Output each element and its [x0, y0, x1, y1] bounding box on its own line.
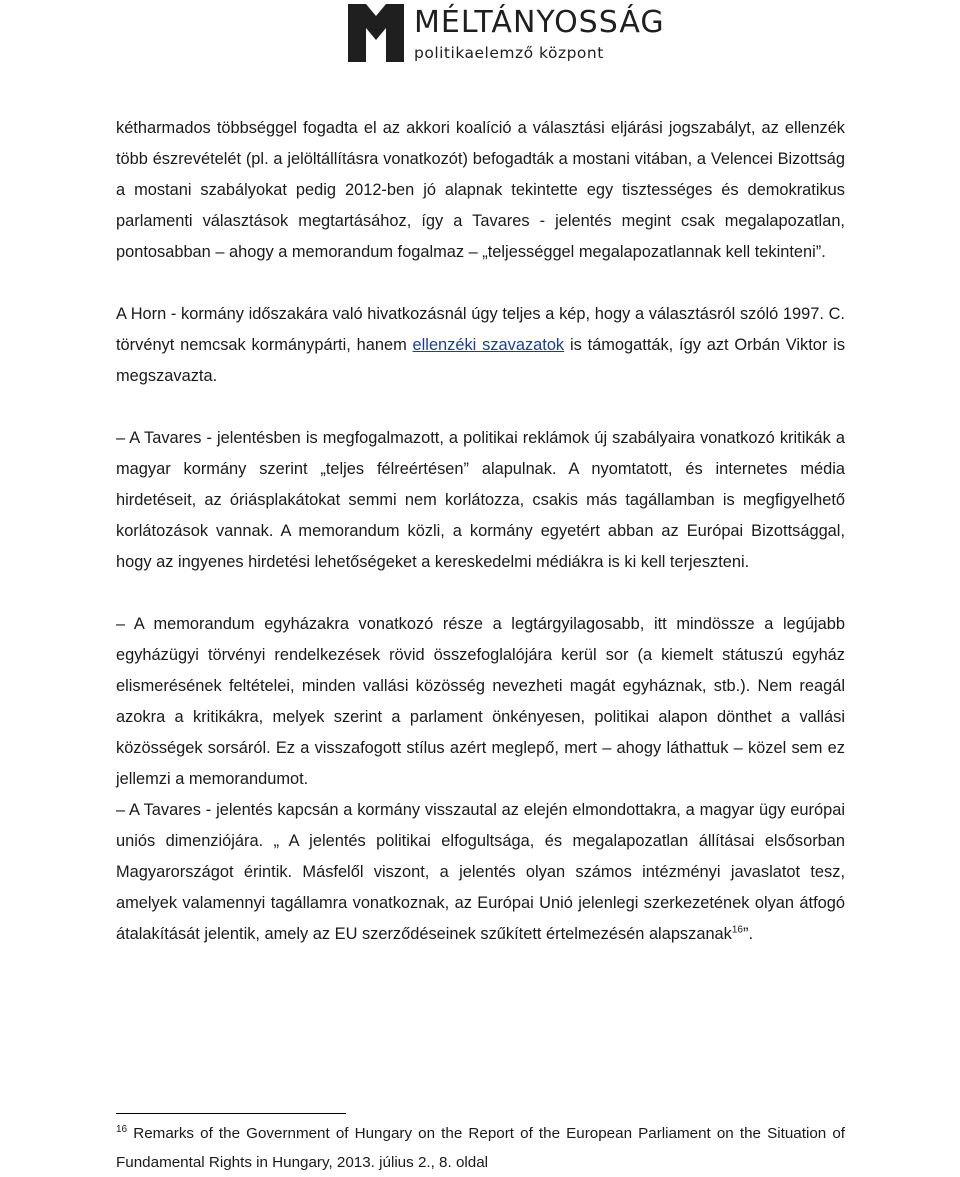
document-body — [116, 113, 845, 950]
footnote-text: Remarks of the Government of Hungary on the Report of the European Parliament on the Situation of Fundamental Rights in Hungary, 2013. július 2., 8. oldal — [116, 1125, 845, 1171]
footnote-ref[interactable]: 16 — [731, 924, 743, 936]
meltanyossag-logo-icon — [348, 4, 404, 62]
footnote-divider — [116, 1113, 346, 1114]
paragraph-3: – A Tavares - jelentésben is megfogalmazott, a politikai reklámok új szabályaira vonatkozó kritikák a magyar kormány szerint „teljes félreértésen” alapulnak. A nyomtatott, és internetes média hirdetéseit, az óriásplakátokat semmi nem korlátozza, csakis más tagállamban is megfigyelhető korlátozások vannak. A memorandum közli, a kormány egyetért abban az Európai Bizottsággal, hogy az ingyenes hirdetési lehetőségeket a kereskedelmi médiákra is ki kell terjeszteni. — [116, 429, 845, 571]
paragraph-2-text-b: is támogatták, így azt Orbán Viktor is megszavazta. — [116, 336, 846, 385]
paragraph-2-text-a: A Horn - kormány időszakára való hivatkozásnál úgy teljes a kép, hogy a választásról szóló 1997. C. törvényt nemcsak kormánypárti, hanem — [116, 305, 845, 354]
logo-text — [414, 4, 665, 63]
paragraph-2 — [116, 299, 845, 392]
paragraph-5-end: ”. — [743, 925, 754, 943]
logo-title: MÉLTÁNYOSSÁG — [414, 5, 665, 40]
page-header — [348, 4, 665, 64]
paragraph-5 — [116, 795, 845, 950]
paragraph-4: – A memorandum egyházakra vonatkozó része a legtárgyilagosabb, itt mindössze a legújabb egyházügyi törvényi rendelkezések rövid összefoglalójára kerül sor (a kiemelt státuszú egyház elismerésének feltételei, minden vallási közösség nevezheti magát egyháznak, stb.). Nem reagál azokra a kritikákra, melyek szerint a parlament önkényesen, politikai alapon dönthet a vallási közösségek sorsáról. Ez a visszafogott stílus azért meglepő, mert – ahogy láthattuk – közel sem ez jellemzi a memorandumot. — [116, 615, 845, 788]
ellenzeki-szavazatok-link[interactable]: ellenzéki szavazatok — [412, 336, 565, 354]
logo-subtitle: politikaelemző központ — [414, 44, 604, 62]
paragraph-5-text: – A Tavares - jelentés kapcsán a kormány visszautal az elején elmondottakra, a magyar ügy európai uniós dimenziójára. „ A jelentés politikai elfogultsága, és megalapozatlan állításai elsősorban Magyarországot érintik. Másfelől viszont, a jelentés olyan számos intézményi javaslatot tesz, amelyek valamennyi tagállamra vonatkoznak, az Európai Unió jelenlegi szerkezetének olyan átfogó átalakítását jelentik, amely az EU szerződéseinek szűkített értelmezésén alapszanak — [116, 801, 845, 943]
footnote-number: 16 — [116, 1123, 128, 1135]
footnote — [116, 1119, 845, 1177]
paragraph-1: kétharmados többséggel fogadta el az akkori koalíció a választási eljárási jogszabályt, az ellenzék több észrevételét (pl. a jelöltállításra vonatkozót) befogadták a mostani vitában, a Velencei Bizottság a mostani szabályokat pedig 2012-ben jó alapnak tekintette egy tisztességes és demokratikus parlamenti választások megtartásához, így a Tavares - jelentés megint csak megalapozatlan, pontosabban – ahogy a memorandum fogalmaz – „teljességgel megalapozatlannak kell tekinteni”. — [116, 119, 845, 261]
